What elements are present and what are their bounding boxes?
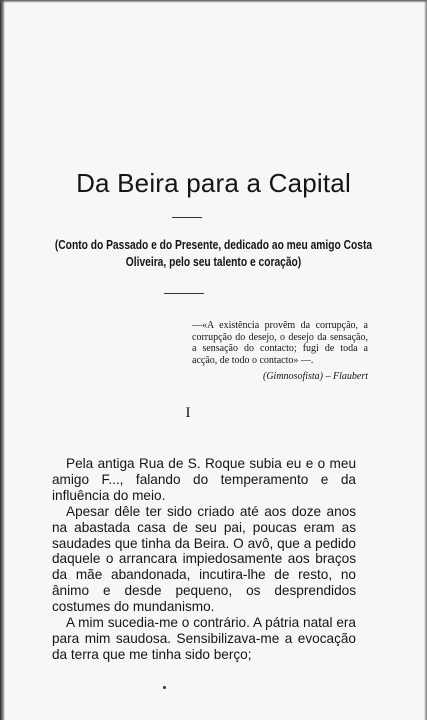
paragraph: Apesar dêle ter sido criado até aos doze anos na abastada casa de seu pai, poucas eram as saudades que tinha da Beira. O avô, que a pedido daquele o arrancara impiedosamente aos braços da mãe abandonada, incutira-lhe de resto, no ânimo e desde pequeno, os desprendidos costumes do mundanismo. [52,503,356,615]
page-dot-mark [163,686,166,689]
paragraph: Pela antiga Rua de S. Roque subia eu e o meu amigo F..., falando do temperamento e da influência do meio. [52,456,356,503]
chapter-title: Da Beira para a Capital [76,168,351,198]
scan-edge-top [0,0,427,3]
section-number: I [185,405,191,421]
epigraph-source: (Gimnosofista) – Flaubert [263,371,368,382]
title-divider [172,217,202,218]
dedication-subtitle: (Conto do Passado e do Presente, dedicado ao meu amigo Costa Oliveira, pelo seu talento e coração) [54,238,373,269]
scan-edge-left [0,0,5,720]
paragraph: A mim sucedia-me o contrário. A pátria natal era para mim saudosa. Sensibilizava-me a evocação da terra que me tinha sido berço; [52,615,356,662]
epigraph-quote: —«A existência provêm da corrupção, a corrupção do desejo, o desejo da sensação, a sensação do contacto; fugi de toda a acção, de todo o contacto» —. [192,320,368,366]
subtitle-divider [164,293,204,294]
body-text [52,456,356,663]
